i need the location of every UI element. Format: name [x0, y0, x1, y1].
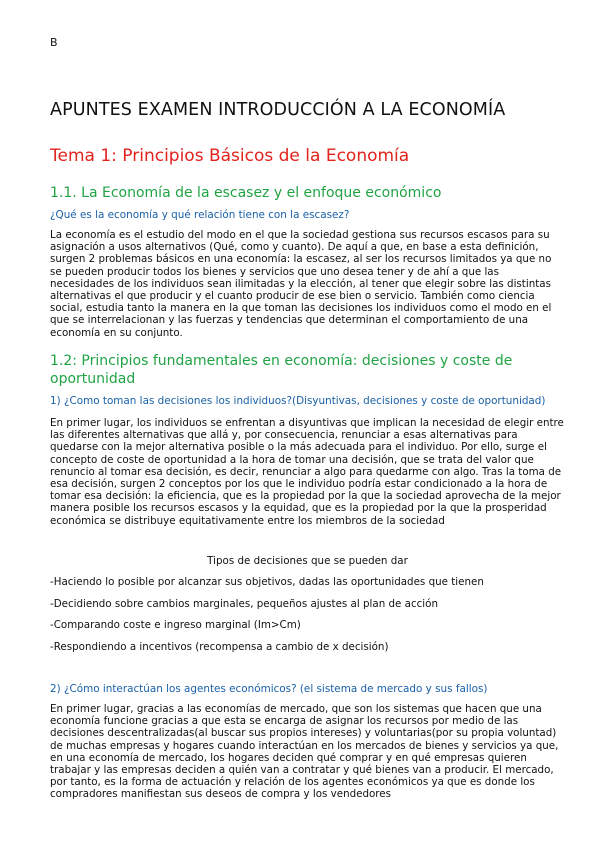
- section-2-question-2: 2) ¿Cómo interactúan los agentes económicos? (el sistema de mercado y sus fallos): [50, 683, 488, 695]
- section-1-paragraph: La economía es el estudio del modo en el que la sociedad gestiona sus recursos escasos para su asignación a usos alternativos (Qué, como y cuanto). De aquí a que, en base a esta definición, surgen 2 problemas básicos en una economía: la escasez, al ser los recursos limitados ya que no se pueden producir todos los bienes y servicios que uno desea tener y de ahí a que las necesidades de los individuos sean ilimitadas y la elección, al tener que elegir sobre las distintas alternativas el que producir y el cuanto producir de ese bien o servicio. También como ciencia social, estudia tanto la manera en la que toman las decisiones los individuos como el modo en el que se interrelacionan y las fuerzas y tendencias que determinan el comportamiento de una economía en su conjunto.: [50, 229, 552, 339]
- decision-item: -Haciendo lo posible por alcanzar sus objetivos, dadas las oportunidades que tienen: [50, 576, 484, 588]
- section-1-heading: 1.1. La Economía de la escasez y el enfoque económico: [50, 185, 442, 201]
- section-2-paragraph-1: En primer lugar, los individuos se enfrentan a disyuntivas que implican la necesidad de elegir entre las diferentes alternativas que allá y, por consecuencia, renunciar a esas alternativas para quedarse con la mejor alternativa posible o la más adecuada para el individuo. Por ello, surge el concepto de coste de oportunidad a la hora de tomar una decisión, que se trata del valor que renuncio al tomar esa decisión, es decir, renunciar a algo para quedarme con algo. Tras la toma de esa decisión, surgen 2 conceptos por los que le individuo podría estar condicionado a la hora de tomar esa decisión: la eficiencia, que es la propiedad por la que la sociedad aprovecha de la mejor manera posible los recursos escasos y la equidad, que es la propiedad por la que la prosperidad económica se distribuye equitativamente entre los miembros de la sociedad: [50, 417, 564, 527]
- decision-item: -Decidiendo sobre cambios marginales, pequeños ajustes al plan de acción: [50, 598, 438, 610]
- decision-item: -Respondiendo a incentivos (recompensa a cambio de x decisión): [50, 641, 389, 653]
- document-title: APUNTES EXAMEN INTRODUCCIÓN A LA ECONOMÍA: [50, 100, 506, 120]
- section-2-paragraph-2: En primer lugar, gracias a las economías de mercado, que son los sistemas que hacen que una economía funcione gracias a que esta se encarga de asignar los recursos por medio de las decisiones descentralizadas(al buscar sus propios intereses) y voluntarias(por su propia voluntad) de muchas empresas y hogares cuando interactúan en los mercados de bienes y servicios ya que, en una economía de mercado, los hogares deciden qué comprar y en qué empresas quieren trabajar y las empresas deciden a quién van a contratar y qué bienes van a producir. El mercado, por tanto, es la forma de actuación y relación de los agentes económicos ya que es donde los compradores manifiestan sus deseos de compra y los vendedores: [50, 703, 559, 801]
- section-2-question-1: 1) ¿Como toman las decisiones los individuos?(Disyuntivas, decisiones y coste de oportunidad): [50, 395, 546, 407]
- section-1-question: ¿Qué es la economía y qué relación tiene con la escasez?: [50, 209, 350, 221]
- page-tag: B: [50, 36, 58, 49]
- decisions-title: Tipos de decisiones que se pueden dar: [207, 555, 408, 567]
- decision-item: -Comparando coste e ingreso marginal (Im>Cm): [50, 619, 301, 631]
- section-2-heading: 1.2: Principios fundamentales en economía: decisiones y coste de oportunidad: [50, 353, 513, 387]
- topic-heading: Tema 1: Principios Básicos de la Economía: [50, 146, 410, 166]
